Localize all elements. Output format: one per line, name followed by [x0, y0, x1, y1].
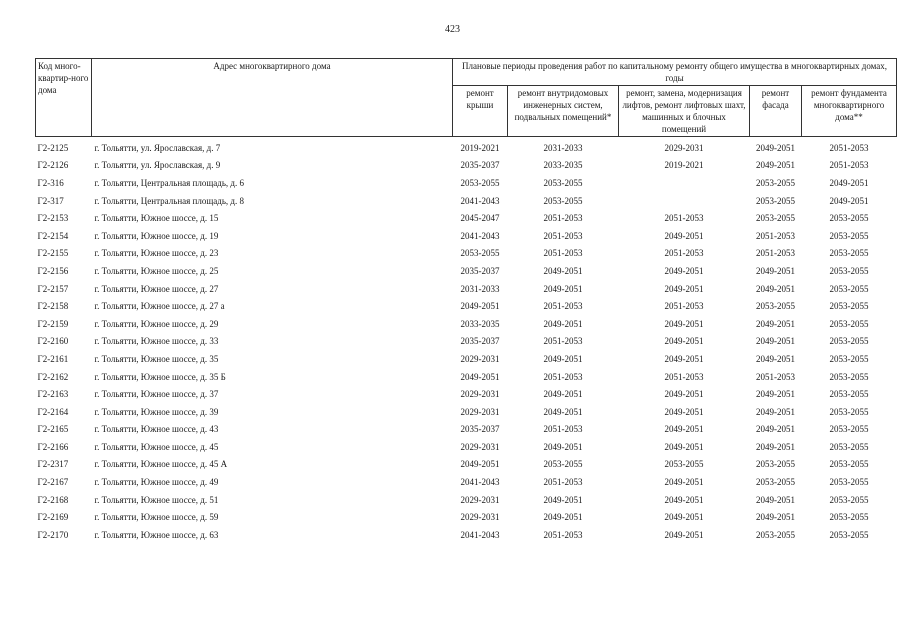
- table-row: [36, 209, 897, 227]
- cell-systems: 2033-2035: [543, 160, 583, 171]
- cell-facade: 2053-2055: [756, 529, 795, 540]
- cell-code: Г2-2125: [37, 142, 69, 153]
- cell-elevators: 2049-2051: [664, 494, 704, 505]
- cell-foundation: 2053-2055: [829, 213, 869, 224]
- cell-address: г. Тольятти, Южное шоссе, д. 45 А: [94, 459, 228, 470]
- header-facade: ремонт фасада: [750, 86, 802, 137]
- cell-code: Г2-2155: [37, 248, 69, 259]
- cell-roof: 2045-2047: [460, 213, 500, 224]
- table-row: [36, 157, 897, 175]
- cell-facade: 2049-2051: [756, 142, 795, 153]
- cell-code: Г2-2163: [37, 389, 69, 400]
- cell-roof: 2041-2043: [460, 529, 500, 540]
- cell-facade: 2049-2051: [756, 441, 795, 452]
- table-row: [36, 333, 897, 351]
- cell-foundation: 2053-2055: [829, 248, 869, 259]
- cell-code: Г2-2157: [37, 283, 69, 294]
- cell-address: г. Тольятти, ул. Ярославская, д. 9: [94, 160, 221, 171]
- cell-facade: 2049-2051: [756, 512, 795, 523]
- cell-systems: 2049-2051: [543, 441, 583, 452]
- cell-facade: 2053-2055: [756, 477, 795, 488]
- cell-roof: 2035-2037: [460, 424, 500, 435]
- cell-code: Г2-2162: [37, 371, 69, 382]
- cell-address: г. Тольятти, Южное шоссе, д. 63: [94, 529, 219, 540]
- cell-elevators: 2049-2051: [664, 336, 704, 347]
- cell-roof: 2049-2051: [460, 371, 500, 382]
- cell-roof: 2049-2051: [460, 459, 500, 470]
- header-periods: Плановые периоды проведения работ по капитальному ремонту общего имущества в многоквартирных домах, годы: [453, 59, 897, 86]
- cell-roof: 2029-2031: [460, 389, 500, 400]
- table-row: [36, 192, 897, 210]
- cell-elevators: 2049-2051: [664, 441, 704, 452]
- cell-systems: 2051-2053: [543, 529, 583, 540]
- cell-roof: 2035-2037: [460, 265, 500, 276]
- table-row: [36, 245, 897, 263]
- cell-facade: 2053-2055: [756, 195, 795, 206]
- cell-address: г. Тольятти, Южное шоссе, д. 49: [94, 477, 219, 488]
- cell-elevators: 2049-2051: [664, 283, 704, 294]
- capital-repair-table: [35, 58, 897, 544]
- cell-foundation: 2053-2055: [829, 371, 869, 382]
- cell-roof: 2053-2055: [460, 177, 500, 188]
- cell-code: Г2-2156: [37, 265, 69, 276]
- cell-systems: 2049-2051: [543, 494, 583, 505]
- cell-elevators: [619, 174, 750, 192]
- cell-roof: 2041-2043: [460, 477, 500, 488]
- cell-foundation: 2053-2055: [829, 265, 869, 276]
- cell-systems: 2049-2051: [543, 283, 583, 294]
- cell-address: г. Тольятти, Южное шоссе, д. 51: [94, 494, 219, 505]
- cell-facade: 2051-2053: [756, 371, 795, 382]
- cell-address: г. Тольятти, Южное шоссе, д. 35: [94, 353, 219, 364]
- cell-systems: 2051-2053: [543, 424, 583, 435]
- header-foundation: ремонт фундамента многоквартирного дома**: [802, 86, 897, 137]
- header-roof: ремонт крыши: [453, 86, 508, 137]
- cell-foundation: 2053-2055: [829, 477, 869, 488]
- table-header: [36, 59, 897, 137]
- cell-roof: 2033-2035: [460, 318, 500, 329]
- cell-facade: 2049-2051: [756, 406, 795, 417]
- table-body: [36, 137, 897, 544]
- cell-address: г. Тольятти, Южное шоссе, д. 59: [94, 512, 219, 523]
- cell-roof: 2053-2055: [460, 248, 500, 259]
- page-number: 423: [445, 24, 460, 35]
- cell-facade: 2049-2051: [756, 389, 795, 400]
- table-row: [36, 137, 897, 157]
- cell-address: г. Тольятти, ул. Ярославская, д. 7: [94, 142, 221, 153]
- cell-roof: 2019-2021: [460, 142, 500, 153]
- cell-facade: 2049-2051: [756, 160, 795, 171]
- cell-elevators: 2049-2051: [664, 424, 704, 435]
- cell-facade: 2053-2055: [756, 459, 795, 470]
- cell-code: Г2-2317: [37, 459, 69, 470]
- cell-code: Г2-2160: [37, 336, 69, 347]
- cell-elevators: 2051-2053: [664, 248, 704, 259]
- table-row: [36, 438, 897, 456]
- table-row: [36, 262, 897, 280]
- cell-foundation: 2051-2053: [829, 142, 869, 153]
- cell-address: г. Тольятти, Южное шоссе, д. 29: [94, 318, 219, 329]
- cell-foundation: 2053-2055: [829, 529, 869, 540]
- cell-foundation: 2053-2055: [829, 353, 869, 364]
- cell-code: Г2-317: [37, 195, 64, 206]
- cell-foundation: 2053-2055: [829, 336, 869, 347]
- cell-elevators: 2049-2051: [664, 406, 704, 417]
- cell-foundation: 2053-2055: [829, 494, 869, 505]
- cell-foundation: 2053-2055: [829, 512, 869, 523]
- cell-roof: 2041-2043: [460, 195, 500, 206]
- cell-foundation: 2053-2055: [829, 283, 869, 294]
- table-row: [36, 508, 897, 526]
- cell-roof: 2029-2031: [460, 494, 500, 505]
- cell-code: Г2-2168: [37, 494, 69, 505]
- cell-foundation: 2053-2055: [829, 301, 869, 312]
- cell-foundation: 2053-2055: [829, 389, 869, 400]
- cell-facade: 2051-2053: [756, 248, 795, 259]
- cell-address: г. Тольятти, Южное шоссе, д. 15: [94, 213, 219, 224]
- cell-elevators: 2049-2051: [664, 477, 704, 488]
- cell-facade: 2053-2055: [756, 213, 795, 224]
- cell-elevators: 2051-2053: [664, 301, 704, 312]
- header-address: Адрес многоквартирного дома: [92, 59, 453, 137]
- cell-systems: 2051-2053: [543, 371, 583, 382]
- cell-elevators: 2051-2053: [664, 213, 704, 224]
- cell-foundation: 2053-2055: [829, 459, 869, 470]
- cell-facade: 2049-2051: [756, 424, 795, 435]
- cell-facade: 2053-2055: [756, 301, 795, 312]
- cell-address: г. Тольятти, Южное шоссе, д. 23: [94, 248, 219, 259]
- cell-systems: 2051-2053: [543, 213, 583, 224]
- table-row: [36, 368, 897, 386]
- table-row: [36, 403, 897, 421]
- cell-systems: 2049-2051: [543, 512, 583, 523]
- cell-code: Г2-2158: [37, 301, 69, 312]
- cell-code: Г2-2170: [37, 529, 69, 540]
- cell-elevators: 2051-2053: [664, 371, 704, 382]
- cell-facade: 2049-2051: [756, 318, 795, 329]
- cell-systems: 2049-2051: [543, 353, 583, 364]
- table-row: [36, 456, 897, 474]
- cell-address: г. Тольятти, Южное шоссе, д. 37: [94, 389, 219, 400]
- table-row: [36, 421, 897, 439]
- cell-elevators: 2049-2051: [664, 230, 704, 241]
- cell-address: г. Тольятти, Южное шоссе, д. 27 а: [94, 301, 225, 312]
- cell-foundation: 2053-2055: [829, 230, 869, 241]
- header-systems: ремонт внутридомовых инженерных систем, подвальных помещений*: [508, 86, 619, 137]
- cell-elevators: 2049-2051: [664, 318, 704, 329]
- cell-code: Г2-2154: [37, 230, 69, 241]
- cell-elevators: 2049-2051: [664, 265, 704, 276]
- cell-facade: 2049-2051: [756, 353, 795, 364]
- cell-facade: 2049-2051: [756, 336, 795, 347]
- cell-foundation: 2053-2055: [829, 318, 869, 329]
- table-row: [36, 526, 897, 544]
- cell-systems: 2053-2055: [543, 177, 583, 188]
- cell-systems: 2053-2055: [543, 459, 583, 470]
- cell-code: Г2-2161: [37, 353, 69, 364]
- cell-facade: 2053-2055: [756, 177, 795, 188]
- cell-systems: 2051-2053: [543, 301, 583, 312]
- table-row: [36, 350, 897, 368]
- cell-elevators: 2049-2051: [664, 529, 704, 540]
- cell-foundation: 2051-2053: [829, 160, 869, 171]
- cell-systems: 2049-2051: [543, 265, 583, 276]
- cell-address: г. Тольятти, Южное шоссе, д. 25: [94, 265, 219, 276]
- cell-facade: 2049-2051: [756, 283, 795, 294]
- cell-foundation: 2053-2055: [829, 441, 869, 452]
- table-row: [36, 491, 897, 509]
- table-row: [36, 280, 897, 298]
- cell-address: г. Тольятти, Южное шоссе, д. 45: [94, 441, 219, 452]
- cell-systems: 2049-2051: [543, 318, 583, 329]
- cell-foundation: 2049-2051: [829, 177, 869, 188]
- cell-foundation: 2049-2051: [829, 195, 869, 206]
- table-row: [36, 315, 897, 333]
- cell-code: Г2-316: [37, 177, 64, 188]
- cell-foundation: 2053-2055: [829, 406, 869, 417]
- cell-address: г. Тольятти, Южное шоссе, д. 33: [94, 336, 219, 347]
- table-row: [36, 174, 897, 192]
- cell-address: г. Тольятти, Южное шоссе, д. 19: [94, 230, 219, 241]
- cell-elevators: 2049-2051: [664, 389, 704, 400]
- cell-systems: 2049-2051: [543, 406, 583, 417]
- cell-address: г. Тольятти, Южное шоссе, д. 43: [94, 424, 219, 435]
- cell-address: г. Тольятти, Южное шоссе, д. 39: [94, 406, 219, 417]
- cell-code: Г2-2166: [37, 441, 69, 452]
- header-code: Код много-квартир-ного дома: [36, 59, 92, 137]
- cell-code: Г2-2153: [37, 213, 69, 224]
- cell-elevators: 2053-2055: [664, 459, 704, 470]
- table-row: [36, 227, 897, 245]
- cell-facade: 2051-2053: [756, 230, 795, 241]
- cell-systems: 2053-2055: [543, 195, 583, 206]
- cell-roof: 2035-2037: [460, 160, 500, 171]
- cell-address: г. Тольятти, Южное шоссе, д. 27: [94, 283, 219, 294]
- cell-facade: 2049-2051: [756, 265, 795, 276]
- cell-code: Г2-2169: [37, 512, 69, 523]
- table-row: [36, 297, 897, 315]
- cell-roof: 2031-2033: [460, 283, 500, 294]
- cell-roof: 2029-2031: [460, 353, 500, 364]
- header-elevators: ремонт, замена, модернизация лифтов, ремонт лифтовых шахт, машинных и блочных помещений: [619, 86, 750, 137]
- cell-systems: 2051-2053: [543, 477, 583, 488]
- cell-systems: 2051-2053: [543, 248, 583, 259]
- cell-roof: 2029-2031: [460, 441, 500, 452]
- cell-foundation: 2053-2055: [829, 424, 869, 435]
- cell-facade: 2049-2051: [756, 494, 795, 505]
- cell-systems: 2051-2053: [543, 336, 583, 347]
- cell-roof: 2041-2043: [460, 230, 500, 241]
- cell-code: Г2-2167: [37, 477, 69, 488]
- cell-roof: 2029-2031: [460, 406, 500, 417]
- cell-elevators: 2029-2031: [664, 142, 704, 153]
- table-row: [36, 473, 897, 491]
- cell-code: Г2-2159: [37, 318, 69, 329]
- cell-address: г. Тольятти, Центральная площадь, д. 6: [94, 177, 245, 188]
- cell-elevators: 2019-2021: [664, 160, 704, 171]
- cell-elevators: [619, 192, 750, 210]
- cell-systems: 2049-2051: [543, 389, 583, 400]
- cell-elevators: 2049-2051: [664, 353, 704, 364]
- cell-elevators: 2049-2051: [664, 512, 704, 523]
- cell-address: г. Тольятти, Центральная площадь, д. 8: [94, 195, 245, 206]
- cell-systems: 2051-2053: [543, 230, 583, 241]
- cell-code: Г2-2164: [37, 406, 69, 417]
- cell-code: Г2-2126: [37, 160, 69, 171]
- cell-roof: 2035-2037: [460, 336, 500, 347]
- cell-systems: 2031-2033: [543, 142, 583, 153]
- cell-roof: 2029-2031: [460, 512, 500, 523]
- cell-address: г. Тольятти, Южное шоссе, д. 35 Б: [94, 371, 226, 382]
- table-row: [36, 385, 897, 403]
- cell-code: Г2-2165: [37, 424, 69, 435]
- cell-roof: 2049-2051: [460, 301, 500, 312]
